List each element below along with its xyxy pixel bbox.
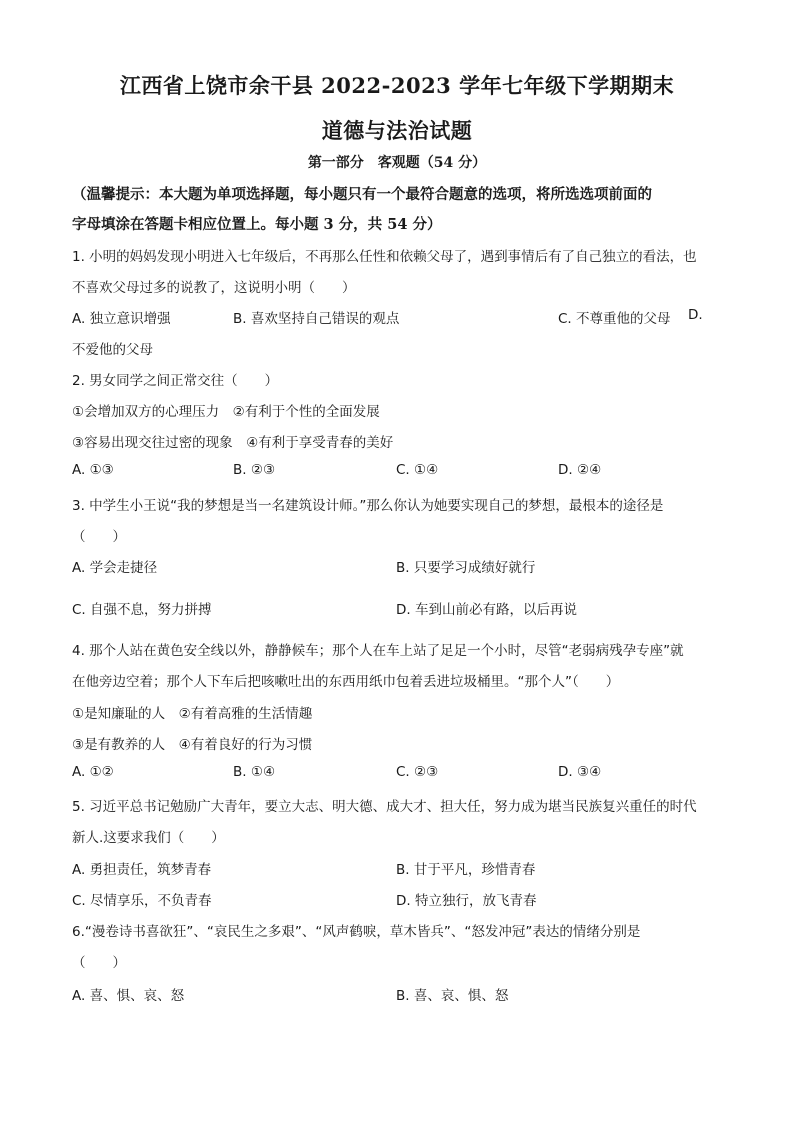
question-3-option-a: A. 学会走捷径 bbox=[72, 560, 158, 576]
question-4-stem: 在他旁边空着；那个人下车后把咳嗽吐出的东西用纸巾包着丢进垃圾桶里。“那个人”（ ） bbox=[72, 674, 620, 690]
question-4-option-b: B. ①④ bbox=[233, 764, 276, 780]
question-1-option-b: B. 喜欢坚持自己错误的观点 bbox=[233, 311, 400, 327]
question-6-stem: （ ） bbox=[72, 955, 126, 971]
question-1-option-d-text: 不爱他的父母 bbox=[72, 342, 153, 358]
notice-line: 字母填涂在答题卡相应位置上。每小题 3 分，共 54 分） bbox=[72, 216, 442, 233]
question-5-option-d: D. 特立独行，放飞青春 bbox=[396, 893, 537, 909]
question-5-stem: 5. 习近平总书记勉励广大青年，要立大志、明大德、成大才、担大任，努力成为堪当民族复兴重任的时代 bbox=[72, 799, 697, 815]
question-3-stem: 3. 中学生小王说“我的梦想是当一名建筑设计师。”那么你认为她要实现自己的梦想，最根本的途径是 bbox=[72, 498, 664, 514]
question-1-stem: 1. 小明的妈妈发现小明进入七年级后，不再那么任性和依赖父母了，遇到事情后有了自己独立的看法，也 bbox=[72, 249, 697, 265]
exam-subject-title: 道德与法治试题 bbox=[321, 118, 473, 143]
question-3-option-d: D. 车到山前必有路，以后再说 bbox=[396, 602, 577, 618]
question-3-option-c: C. 自强不息，努力拼搏 bbox=[72, 602, 212, 618]
question-2-option-d: D. ②④ bbox=[558, 462, 602, 478]
question-4-option-d: D. ③④ bbox=[558, 764, 602, 780]
question-3-stem: （ ） bbox=[72, 529, 126, 545]
question-4-statement: ①是知廉耻的人 ②有着高雅的生活情趣 bbox=[72, 706, 313, 722]
question-2-statement: ①会增加双方的心理压力 ②有利于个性的全面发展 bbox=[72, 404, 380, 420]
question-5-option-c: C. 尽情享乐，不负青春 bbox=[72, 893, 212, 909]
question-2-statement: ③容易出现交往过密的现象 ④有利于享受青春的美好 bbox=[72, 435, 394, 451]
question-3-option-b: B. 只要学习成绩好就行 bbox=[396, 560, 536, 576]
question-4-stem: 4. 那个人站在黄色安全线以外，静静候车；那个人在车上站了足足一个小时，尽管“老弱病残孕专座”就 bbox=[72, 643, 684, 659]
question-6-option-b: B. 喜、哀、惧、怒 bbox=[396, 988, 509, 1004]
question-2-option-c: C. ①④ bbox=[396, 462, 439, 478]
question-2-stem: 2. 男女同学之间正常交往（ ） bbox=[72, 373, 279, 389]
question-1-stem: 不喜欢父母过多的说教了，这说明小明（ ） bbox=[72, 280, 356, 296]
question-1-option-a: A. 独立意识增强 bbox=[72, 311, 171, 327]
question-5-option-b: B. 甘于平凡，珍惜青春 bbox=[396, 862, 536, 878]
question-5-option-a: A. 勇担责任，筑梦青春 bbox=[72, 862, 212, 878]
question-6-option-a: A. 喜、惧、哀、怒 bbox=[72, 988, 185, 1004]
question-1-option-d: D. bbox=[688, 307, 703, 323]
question-4-option-a: A. ①② bbox=[72, 764, 114, 780]
question-2-option-a: A. ①③ bbox=[72, 462, 114, 478]
notice-line: （温馨提示：本大题为单项选择题，每小题只有一个最符合题意的选项，将所选选项前面的 bbox=[72, 186, 652, 203]
question-1-option-c: C. 不尊重他的父母 bbox=[558, 311, 671, 327]
question-5-stem: 新人.这要求我们（ ） bbox=[72, 830, 225, 846]
exam-title: 江西省上饶市余干县 2022-2023 学年七年级下学期期末 bbox=[119, 73, 675, 98]
question-6-stem: 6.“漫卷诗书喜欲狂”、“哀民生之多艰”、“风声鹤唳，草木皆兵”、“怒发冲冠”表达的情绪分别是 bbox=[72, 924, 641, 940]
section-title: 第一部分 客观题（54 分） bbox=[307, 155, 487, 171]
question-4-option-c: C. ②③ bbox=[396, 764, 439, 780]
question-2-option-b: B. ②③ bbox=[233, 462, 276, 478]
question-4-statement: ③是有教养的人 ④有着良好的行为习惯 bbox=[72, 737, 313, 753]
